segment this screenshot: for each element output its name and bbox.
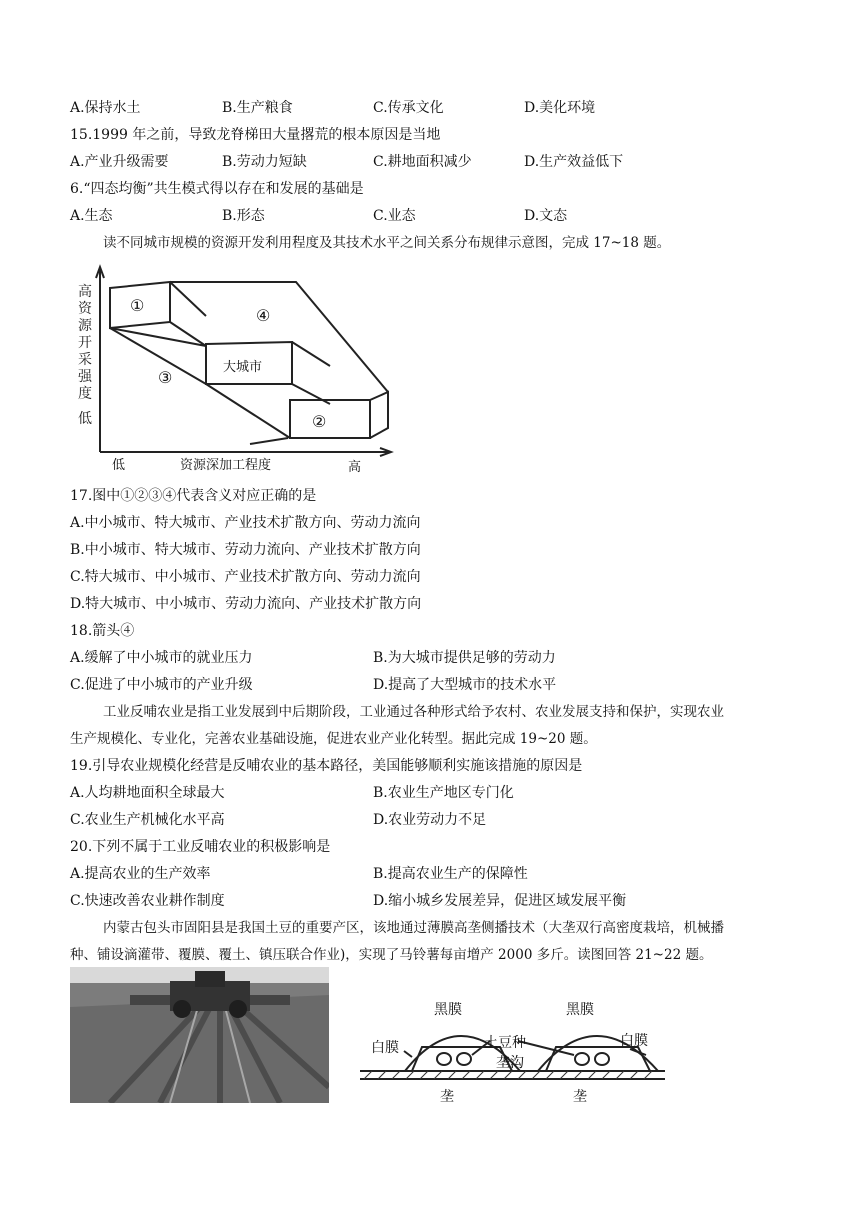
intro-19-20-line2: 生产规模化、专业化，完善农业基础设施，促进农业产业化转型。据此完成 19~20 题。 <box>70 731 597 747</box>
q16-option-b: B.形态 <box>222 208 265 224</box>
q20-option-d: D.缩小城乡发展差异，促进区域发展平衡 <box>373 893 627 909</box>
q17-option-d: D.特大城市、中小城市、劳动力流向、产业技术扩散方向 <box>70 596 422 612</box>
label-2: ② <box>312 412 327 431</box>
q15-option-a: A.产业升级需要 <box>70 154 169 170</box>
q19-option-c: C.农业生产机械化水平高 <box>70 812 225 828</box>
y-label-char: 资 <box>78 301 92 317</box>
q18-option-c: C.促进了中小城市的产业升级 <box>70 677 253 693</box>
x-label-high: 高 <box>348 460 362 475</box>
y-axis-labels <box>76 284 94 428</box>
q16-option-d: D.文态 <box>524 208 568 224</box>
box-2 <box>290 400 370 438</box>
y-label-char: 采 <box>78 352 92 368</box>
q19-option-d: D.农业劳动力不足 <box>373 812 487 828</box>
q16-option-c: C.业态 <box>373 208 416 224</box>
label-4: ④ <box>256 306 271 325</box>
intro-19-20-line1: 工业反哺农业是指工业发展到中后期阶段，工业通过各种形式给予农村、农业发展支持和保护，实现农业 <box>103 704 724 720</box>
label-black-film-left: 黑膜 <box>434 1002 462 1018</box>
label-ridge-left: 垄 <box>440 1089 454 1105</box>
q20-stem: 20.下列不属于工业反哺农业的积极影响是 <box>70 839 331 855</box>
q15-stem: 15.1999 年之前，导致龙脊梯田大量撂荒的根本原因是当地 <box>70 127 441 143</box>
q14-option-d: D.美化环境 <box>524 100 596 116</box>
label-city: 大城市 <box>223 360 263 375</box>
q17-stem: 17.图中①②③④代表含义对应正确的是 <box>70 488 317 504</box>
q18-option-b: B.为大城市提供足够的劳动力 <box>373 650 556 666</box>
q20-option-c: C.快速改善农业耕作制度 <box>70 893 225 909</box>
q18-option-a: A.缓解了中小城市的就业压力 <box>70 650 253 666</box>
q14-option-c: C.传承文化 <box>373 100 444 116</box>
label-black-film-right: 黑膜 <box>566 1002 594 1018</box>
q17-option-c: C.特大城市、中小城市、产业技术扩散方向、劳动力流向 <box>70 569 421 585</box>
intro-17-18: 读不同城市规模的资源开发利用程度及其技术水平之间关系分布规律示意图，完成 17~18 题。 <box>103 235 671 251</box>
x-axis-title: 资源深加工程度 <box>180 458 272 473</box>
y-label-char: 度 <box>78 386 92 402</box>
y-label-low: 低 <box>78 411 92 427</box>
tractor-field-photo <box>70 967 329 1103</box>
y-label-char: 强 <box>78 369 92 385</box>
q14-option-a: A.保持水土 <box>70 100 141 116</box>
q16-option-a: A.生态 <box>70 208 113 224</box>
label-seed: 土豆种 <box>484 1035 526 1051</box>
q17-option-a: A.中小城市、特大城市、产业技术扩散方向、劳动力流向 <box>70 515 421 531</box>
q15-option-c: C.耕地面积减少 <box>373 154 472 170</box>
intro-21-22-line2: 种、铺设滴灌带、覆膜、覆土、镇压联合作业)，实现了马铃薯每亩增产 2000 多斤。读图回答 21~22 题。 <box>70 947 713 963</box>
label-furrow: 垄沟 <box>496 1055 524 1071</box>
q18-stem: 18.箭头④ <box>70 623 135 639</box>
label-1: ① <box>130 296 145 315</box>
y-label-char: 源 <box>78 318 92 334</box>
intro-21-22-line1: 内蒙古包头市固阳县是我国土豆的重要产区，该地通过薄膜高垄侧播技术（大垄双行高密度栽培，机械播 <box>103 920 724 936</box>
q17-option-b: B.中小城市、特大城市、劳动力流向、产业技术扩散方向 <box>70 542 421 558</box>
q15-option-b: B.劳动力短缺 <box>222 154 307 170</box>
label-ridge-right: 垄 <box>573 1089 587 1105</box>
q18-option-d: D.提高了大型城市的技术水平 <box>373 677 557 693</box>
q20-option-a: A.提高农业的生产效率 <box>70 866 211 882</box>
y-label-high: 高 <box>78 284 92 300</box>
label-3: ③ <box>158 368 173 387</box>
q19-option-b: B.农业生产地区专门化 <box>373 785 514 801</box>
q14-option-b: B.生产粮食 <box>222 100 293 116</box>
q16-stem: 6.“四态均衡”共生模式得以存在和发展的基础是 <box>70 181 364 197</box>
q19-option-a: A.人均耕地面积全球最大 <box>70 785 225 801</box>
q15-option-d: D.生产效益低下 <box>524 154 624 170</box>
y-label-char: 开 <box>78 335 92 351</box>
label-white-film-left: 白膜 <box>371 1040 399 1056</box>
x-label-low: 低 <box>112 458 126 473</box>
q20-option-b: B.提高农业生产的保障性 <box>373 866 528 882</box>
label-white-film-right: 白膜 <box>620 1033 648 1049</box>
q19-stem: 19.引导农业规模化经营是反哺农业的基本路径，美国能够顺利实施该措施的原因是 <box>70 758 583 774</box>
